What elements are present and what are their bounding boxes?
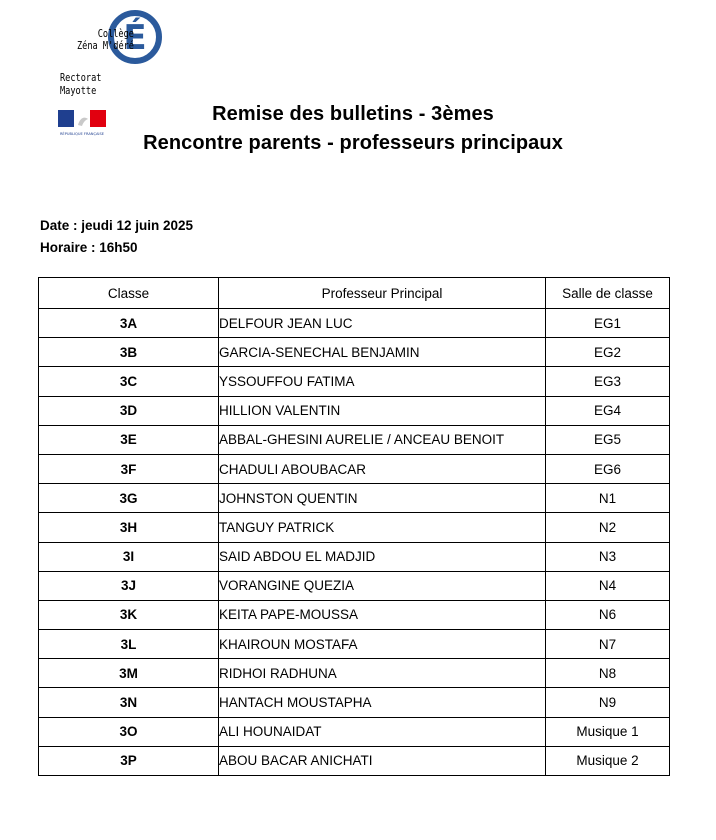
cell-salle: N4 [546,571,670,600]
table-row [39,542,670,571]
cell-classe: 3N [39,688,219,717]
cell-salle: Musique 2 [546,746,670,775]
cell-salle: EG5 [546,425,670,454]
table-row [39,746,670,775]
cell-classe: 3J [39,571,219,600]
cell-professeur: VORANGINE QUEZIA [219,571,546,600]
meeting-date: Date : jeudi 12 juin 2025 [40,218,194,233]
table-row [39,367,670,396]
cell-classe: 3H [39,513,219,542]
table-row [39,309,670,338]
cell-classe: 3G [39,484,219,513]
cell-classe: 3P [39,746,219,775]
cell-classe: 3C [39,367,219,396]
cell-salle: EG6 [546,454,670,483]
college-name-line2: Zéna M'déré [76,40,134,52]
table-body [39,309,670,776]
header-classe: Classe [39,278,219,309]
table-row [39,396,670,425]
cell-classe: 3A [39,309,219,338]
table-row [39,484,670,513]
rectorat-line1: Rectorat [60,72,102,84]
table-header-row [39,278,670,309]
cell-professeur: KHAIROUN MOSTAFA [219,630,546,659]
table-row [39,571,670,600]
cell-salle: N2 [546,513,670,542]
cell-salle: EG2 [546,338,670,367]
cell-classe: 3E [39,425,219,454]
table-row [39,338,670,367]
cell-professeur: HANTACH MOUSTAPHA [219,688,546,717]
cell-professeur: ALI HOUNAIDAT [219,717,546,746]
cell-professeur: YSSOUFFOU FATIMA [219,367,546,396]
cell-classe: 3I [39,542,219,571]
rectorat-line2: Mayotte [60,85,97,97]
cell-professeur: TANGUY PATRICK [219,513,546,542]
cell-salle: EG3 [546,367,670,396]
document-title: Remise des bulletins - 3èmes [212,103,494,125]
meeting-time: Horaire : 16h50 [40,240,138,255]
emblem-letter: É [123,18,147,58]
document-subtitle: Rencontre parents - professeurs principaux [143,132,563,154]
cell-salle: EG1 [546,309,670,338]
cell-salle: N3 [546,542,670,571]
cell-salle: N9 [546,688,670,717]
republic-text: RÉPUBLIQUE FRANÇAISE [59,132,105,136]
cell-professeur: HILLION VALENTIN [219,396,546,425]
cell-professeur: CHADULI ABOUBACAR [219,454,546,483]
cell-salle: Musique 1 [546,717,670,746]
class-teacher-table [38,277,670,776]
cell-professeur: ABOU BACAR ANICHATI [219,746,546,775]
table-row [39,425,670,454]
college-name [75,28,134,52]
rectorat-name [60,72,101,98]
college-name-line1: Collège [97,28,134,40]
table-row [39,659,670,688]
cell-classe: 3B [39,338,219,367]
header-professeur: Professeur Principal [219,278,546,309]
table-row [39,600,670,629]
cell-classe: 3F [39,454,219,483]
cell-professeur: KEITA PAPE-MOUSSA [219,600,546,629]
table-row [39,688,670,717]
table-row [39,630,670,659]
table-row [39,717,670,746]
cell-salle: N1 [546,484,670,513]
cell-professeur: JOHNSTON QUENTIN [219,484,546,513]
table-row [39,513,670,542]
cell-professeur: SAID ABDOU EL MADJID [219,542,546,571]
cell-professeur: ABBAL-GHESINI AURELIE / ANCEAU BENOIT [219,425,546,454]
cell-salle: EG4 [546,396,670,425]
cell-professeur: GARCIA-SENECHAL BENJAMIN [219,338,546,367]
cell-classe: 3L [39,630,219,659]
cell-classe: 3M [39,659,219,688]
cell-salle: N7 [546,630,670,659]
header-salle: Salle de classe [546,278,670,309]
cell-professeur: DELFOUR JEAN LUC [219,309,546,338]
table-row [39,454,670,483]
cell-salle: N8 [546,659,670,688]
cell-salle: N6 [546,600,670,629]
cell-classe: 3K [39,600,219,629]
cell-classe: 3D [39,396,219,425]
cell-professeur: RIDHOI RADHUNA [219,659,546,688]
cell-classe: 3O [39,717,219,746]
